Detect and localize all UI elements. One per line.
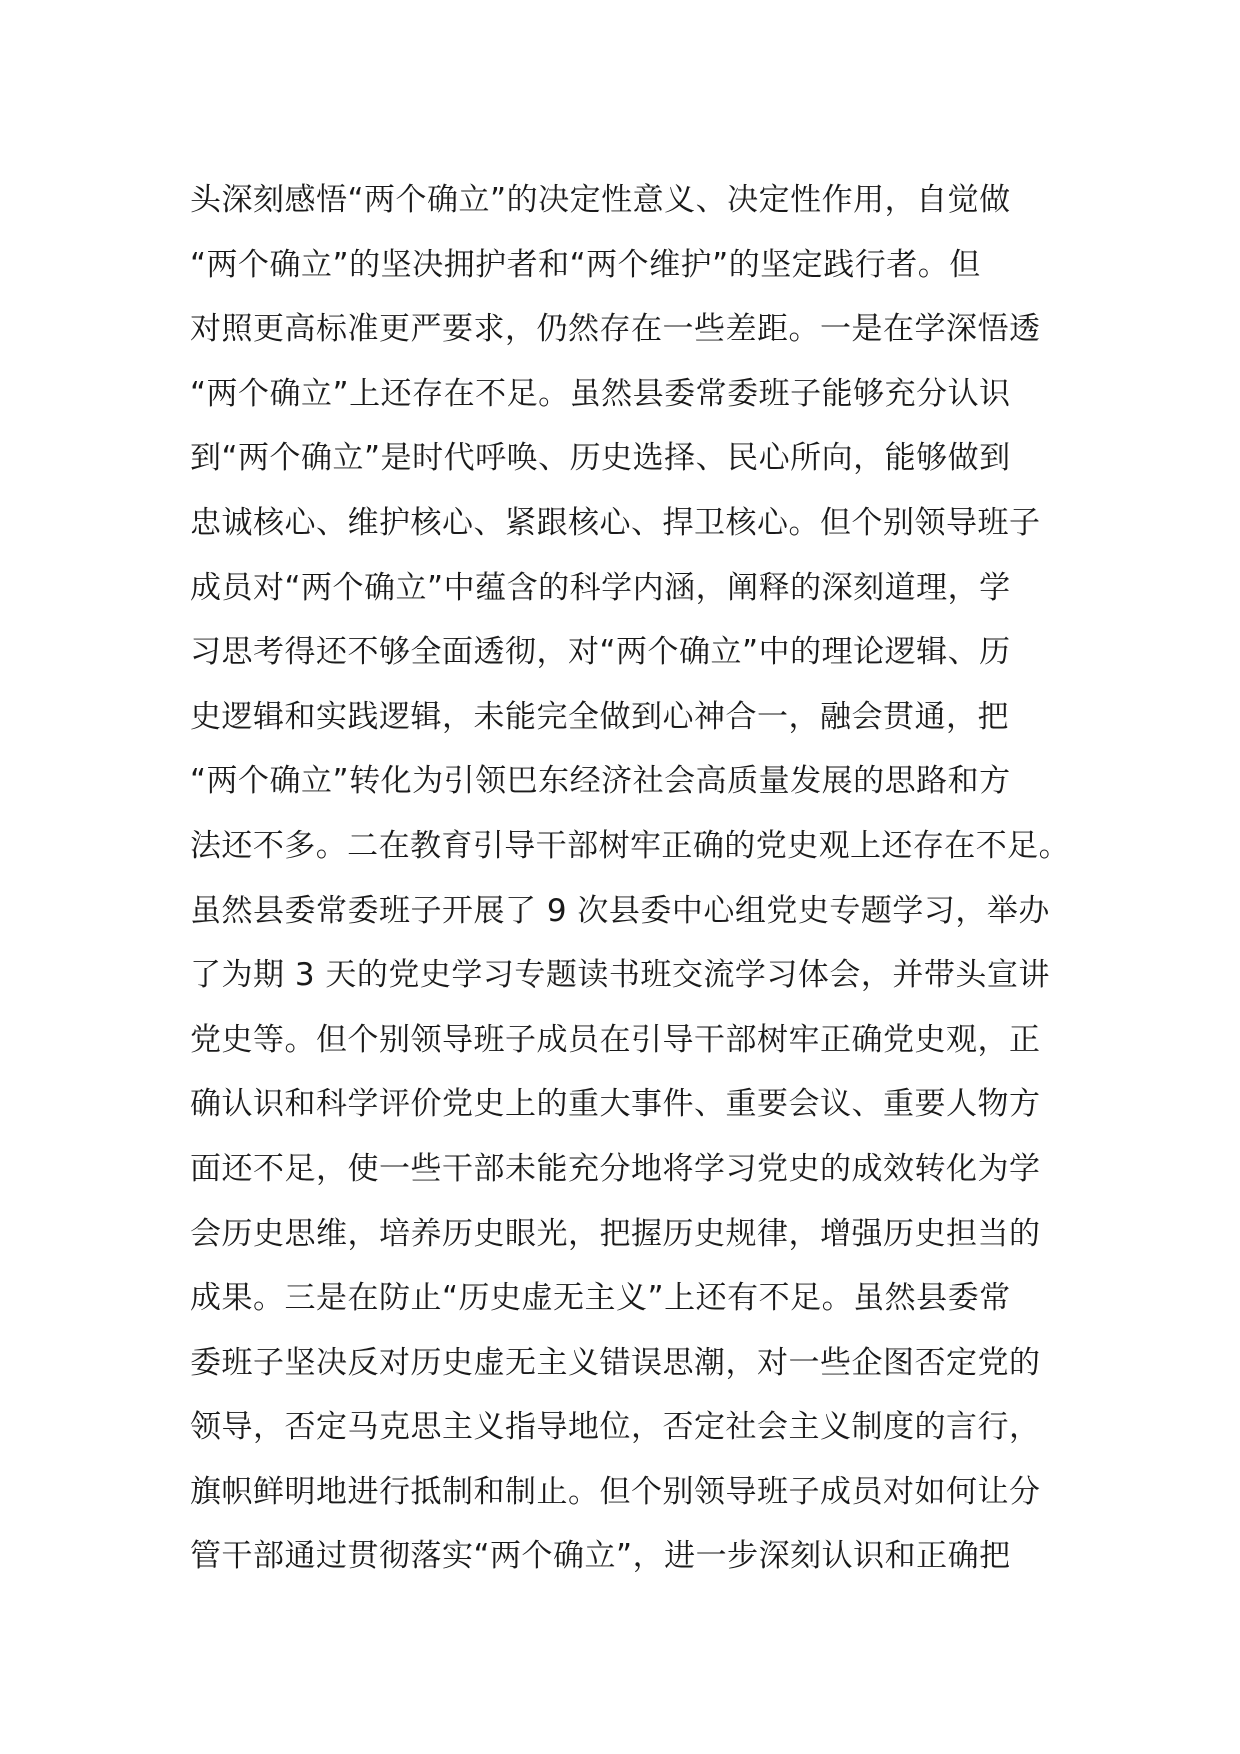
text-line: 对照更高标准更严要求，仍然存在一些差距。一是在学深悟透 xyxy=(190,311,1041,348)
text-line: 习思考得还不够全面透彻，对“两个确立”中的理论逻辑、历 xyxy=(190,634,1011,671)
text-line: 了为期 3 天的党史学习专题读书班交流学习体会，并带头宣讲 xyxy=(190,957,1050,994)
text-line: 史逻辑和实践逻辑，未能完全做到心神合一，融会贯通，把 xyxy=(190,698,1009,735)
text-line: 党史等。但个别领导班子成员在引导干部树牢正确党史观，正 xyxy=(190,1021,1041,1058)
text-line: “两个确立”上还存在不足。虽然县委常委班子能够充分认识 xyxy=(190,375,1011,412)
text-line: 管干部通过贯彻落实“两个确立”，进一步深刻认识和正确把 xyxy=(190,1538,1011,1575)
text-line: 旗帜鲜明地进行抵制和制止。但个别领导班子成员对如何让分 xyxy=(190,1473,1041,1510)
text-line: 面还不足，使一些干部未能充分地将学习党史的成效转化为学 xyxy=(190,1150,1041,1187)
text-line: 虽然县委常委班子开展了 9 次县委中心组党史专题学习，举办 xyxy=(190,892,1050,929)
text-line: “两个确立”转化为引领巴东经济社会高质量发展的思路和方 xyxy=(190,763,1011,800)
text-line: 到“两个确立”是时代呼唤、历史选择、民心所向，能够做到 xyxy=(190,440,1011,477)
text-line: 忠诚核心、维护核心、紧跟核心、捍卫核心。但个别领导班子 xyxy=(190,504,1041,541)
text-line: 委班子坚决反对历史虚无主义错误思潮，对一些企图否定党的 xyxy=(190,1344,1041,1381)
text-line: 法还不多。二在教育引导干部树牢正确的党史观上还存在不足。 xyxy=(190,827,1070,864)
body-text xyxy=(190,168,1070,1589)
text-line: 确认识和科学评价党史上的重大事件、重要会议、重要人物方 xyxy=(190,1086,1041,1123)
text-line: 头深刻感悟“两个确立”的决定性意义、决定性作用，自觉做 xyxy=(190,182,1011,218)
text-line: 会历史思维，培养历史眼光，把握历史规律，增强历史担当的 xyxy=(190,1215,1041,1252)
text-line: 领导，否定马克思主义指导地位，否定社会主义制度的言行， xyxy=(190,1409,1041,1446)
text-line: “两个确立”的坚决拥护者和“两个维护”的坚定践行者。但 xyxy=(190,246,981,283)
text-line: 成果。三是在防止“历史虚无主义”上还有不足。虽然县委常 xyxy=(190,1280,1011,1317)
text-line: 成员对“两个确立”中蕴含的科学内涵，阐释的深刻道理，学 xyxy=(190,569,1011,606)
